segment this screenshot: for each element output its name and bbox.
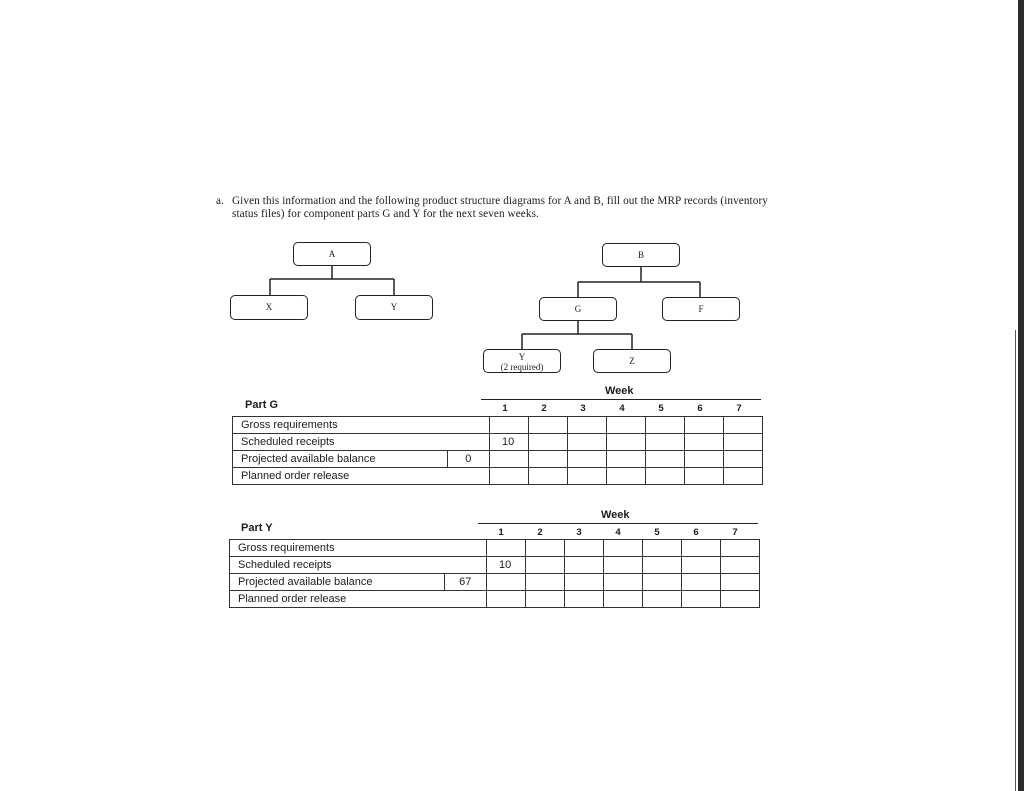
table-row <box>233 417 763 434</box>
part-y-cell[interactable] <box>643 591 682 608</box>
part-y-cell[interactable] <box>487 574 526 591</box>
part-y-cell[interactable] <box>721 540 760 557</box>
part-g-onhand-cell: 0 <box>447 451 490 468</box>
part-g-week-7: 7 <box>736 403 742 414</box>
node-x-label: X <box>265 302 273 312</box>
part-g-week-label: Week <box>605 385 634 397</box>
node-g <box>539 297 617 321</box>
part-g-cell[interactable] <box>490 451 529 468</box>
part-g-cell[interactable] <box>568 468 607 485</box>
node-x <box>230 295 308 320</box>
part-g-cell[interactable] <box>490 468 529 485</box>
part-g-cell[interactable] <box>646 434 685 451</box>
part-g-title: Part G <box>245 399 279 411</box>
part-y-cell[interactable] <box>721 574 760 591</box>
part-y-row-label: Projected available balance <box>230 574 445 591</box>
part-g-cell[interactable] <box>646 451 685 468</box>
part-g-onhand-cell <box>447 417 490 434</box>
part-y-week-1: 1 <box>498 527 504 538</box>
part-g-cell[interactable] <box>607 417 646 434</box>
part-y-week-2: 2 <box>537 527 543 538</box>
table-row <box>230 591 760 608</box>
part-g-week-5: 5 <box>658 403 664 414</box>
part-g-onhand-cell <box>447 434 490 451</box>
part-y-cell[interactable] <box>565 557 604 574</box>
part-g-cell[interactable] <box>724 434 763 451</box>
part-y-cell[interactable] <box>487 540 526 557</box>
table-row <box>233 451 763 468</box>
part-g-cell[interactable] <box>568 451 607 468</box>
scan-edge-line <box>1015 330 1016 791</box>
part-g-cell[interactable] <box>568 434 607 451</box>
part-g-cell[interactable] <box>724 451 763 468</box>
part-y-cell[interactable] <box>604 557 643 574</box>
part-g-cell[interactable] <box>724 468 763 485</box>
node-y2-label: Y <box>518 352 526 362</box>
node-y2-note: (2 required) <box>500 362 544 372</box>
part-g-row-label: Projected available balance <box>233 451 448 468</box>
part-y-cell[interactable] <box>682 557 721 574</box>
part-y-cell[interactable] <box>682 574 721 591</box>
part-g-cell[interactable] <box>646 468 685 485</box>
part-g-mrp-table <box>232 416 763 485</box>
node-f <box>662 297 740 321</box>
part-y-week-rule <box>478 523 758 524</box>
part-y-mrp-table <box>229 539 760 608</box>
part-y-onhand-cell <box>444 557 487 574</box>
question-marker: a. <box>216 195 224 207</box>
node-z <box>593 349 671 373</box>
part-y-title: Part Y <box>241 522 273 534</box>
part-y-week-4: 4 <box>615 527 621 538</box>
part-y-onhand-cell <box>444 591 487 608</box>
part-g-cell[interactable] <box>685 434 724 451</box>
node-f-label: F <box>698 304 704 314</box>
part-g-cell[interactable] <box>607 434 646 451</box>
part-y-cell[interactable] <box>682 540 721 557</box>
part-g-cell[interactable] <box>724 417 763 434</box>
part-y-cell[interactable] <box>526 574 565 591</box>
table-row <box>233 434 763 451</box>
part-y-cell[interactable] <box>526 591 565 608</box>
part-y-cell[interactable]: 10 <box>487 557 526 574</box>
table-row <box>230 540 760 557</box>
part-g-row-label: Planned order release <box>233 468 448 485</box>
part-y-week-numbers <box>481 527 761 539</box>
part-g-cell[interactable]: 10 <box>490 434 529 451</box>
part-g-row-label: Gross requirements <box>233 417 448 434</box>
part-g-week-rule <box>481 399 761 400</box>
part-g-week-numbers <box>485 403 765 415</box>
node-b <box>602 243 680 267</box>
part-y-cell[interactable] <box>682 591 721 608</box>
part-g-cell[interactable] <box>646 417 685 434</box>
part-g-cell[interactable] <box>490 417 529 434</box>
node-a <box>293 242 371 266</box>
question-block <box>216 195 796 220</box>
part-y-cell[interactable] <box>721 591 760 608</box>
part-y-cell[interactable] <box>565 574 604 591</box>
part-g-cell[interactable] <box>529 417 568 434</box>
node-z-label: Z <box>629 356 635 366</box>
node-y-label: Y <box>390 302 398 312</box>
part-g-week-3: 3 <box>580 403 586 414</box>
part-y-cell[interactable] <box>643 574 682 591</box>
part-y-row-label: Scheduled receipts <box>230 557 445 574</box>
part-y-cell[interactable] <box>643 557 682 574</box>
part-g-cell[interactable] <box>529 468 568 485</box>
node-a-label: A <box>328 249 336 259</box>
part-y-cell[interactable] <box>604 540 643 557</box>
part-g-week-2: 2 <box>541 403 547 414</box>
scan-edge-bar <box>1018 0 1024 791</box>
part-y-cell[interactable] <box>487 591 526 608</box>
part-g-row-label: Scheduled receipts <box>233 434 448 451</box>
part-y-cell[interactable] <box>643 540 682 557</box>
part-y-cell[interactable] <box>721 557 760 574</box>
part-y-onhand-cell: 67 <box>444 574 487 591</box>
part-g-cell[interactable] <box>568 417 607 434</box>
table-row <box>233 468 763 485</box>
part-y-cell[interactable] <box>526 540 565 557</box>
part-y-week-5: 5 <box>654 527 660 538</box>
part-g-cell[interactable] <box>685 468 724 485</box>
node-y-under-g <box>483 349 561 373</box>
part-y-cell[interactable] <box>526 557 565 574</box>
node-b-label: B <box>637 250 644 260</box>
part-g-onhand-cell <box>447 468 490 485</box>
part-y-row-label: Gross requirements <box>230 540 445 557</box>
part-y-onhand-cell <box>444 540 487 557</box>
part-y-week-6: 6 <box>693 527 699 538</box>
part-y-cell[interactable] <box>604 574 643 591</box>
table-row <box>230 574 760 591</box>
part-g-cell[interactable] <box>685 451 724 468</box>
part-y-cell[interactable] <box>604 591 643 608</box>
node-g-label: G <box>574 304 582 314</box>
part-g-cell[interactable] <box>685 417 724 434</box>
part-g-week-4: 4 <box>619 403 625 414</box>
part-g-cell[interactable] <box>529 451 568 468</box>
part-y-row-label: Planned order release <box>230 591 445 608</box>
part-g-cell[interactable] <box>607 468 646 485</box>
part-g-week-6: 6 <box>697 403 703 414</box>
part-g-cell[interactable] <box>529 434 568 451</box>
part-y-week-label: Week <box>601 509 630 521</box>
table-row <box>230 557 760 574</box>
part-y-cell[interactable] <box>565 540 604 557</box>
question-text: Given this information and the following product structure diagrams for A and B, fill out the MRP records (inventory status files) for component parts G and Y for the next seven weeks. <box>232 195 768 220</box>
part-y-week-7: 7 <box>732 527 738 538</box>
part-g-cell[interactable] <box>607 451 646 468</box>
part-g-week-1: 1 <box>502 403 508 414</box>
part-y-cell[interactable] <box>565 591 604 608</box>
part-y-week-3: 3 <box>576 527 582 538</box>
node-y-under-a <box>355 295 433 320</box>
